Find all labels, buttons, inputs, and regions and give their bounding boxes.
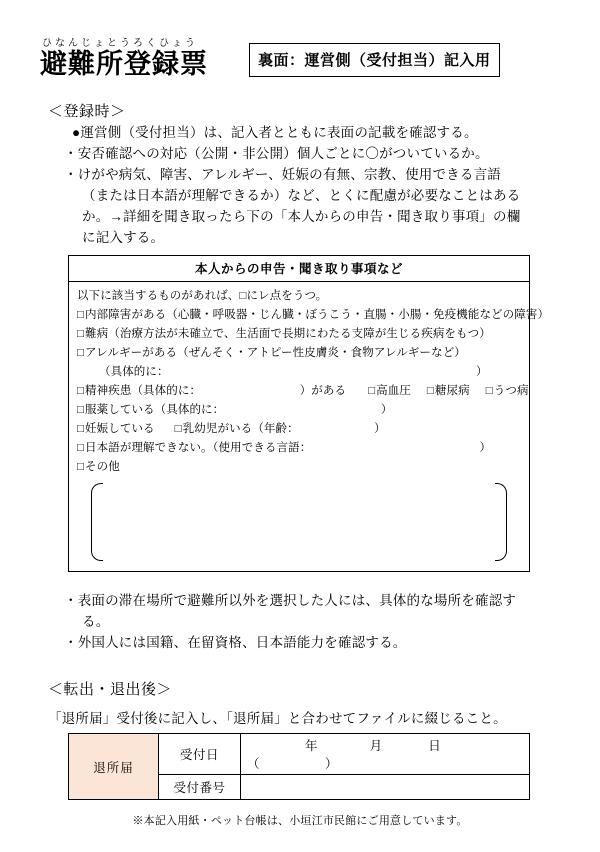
- departure-table-receipt-date-value[interactable]: [241, 734, 530, 775]
- checkbox-label-intractable-disease: 難病（治療方法が未確立で、生活面で長期にわたる支障が生じる疾病をもつ）: [85, 328, 491, 340]
- checkbox-hypertension[interactable]: [368, 385, 376, 397]
- departure-table-receipt-number-label: 受付番号: [159, 775, 241, 800]
- departure-table-receipt-number-value[interactable]: [241, 775, 530, 800]
- allergy-detail-line[interactable]: （具体的に： ）: [99, 366, 488, 378]
- section1-line-4: （または日本語が理解できるか）など、とくに配慮が必要なことはある: [82, 188, 521, 203]
- checkbox-mental-illness[interactable]: [77, 385, 85, 397]
- checkbox-label-medication: 服薬している（具体的に： ）: [85, 404, 393, 416]
- checkbox-label-infant: 乳幼児がいる（年齢： ）: [182, 423, 386, 435]
- checkbox-internal-disability[interactable]: [77, 309, 85, 321]
- checkbox-intractable-disease[interactable]: [77, 328, 85, 340]
- header-side-note: 裏面：運営側（受付担当）記入用: [249, 43, 500, 77]
- checkbox-row-japanese[interactable]: [77, 439, 521, 458]
- title-block: [40, 38, 235, 80]
- checkbox-label-mental-illness: 精神疾患（具体的に： ）がある: [85, 385, 347, 397]
- date-month-label: 月: [369, 739, 383, 753]
- checkbox-row-intractable-disease[interactable]: [77, 325, 521, 344]
- checkbox-label-japanese-not-understood: 日本語が理解できない。（使用できる言語： ）: [85, 442, 492, 454]
- page-title: 避難所登録票: [40, 49, 208, 80]
- checkbox-label-allergy: アレルギーがある（ぜんそく・アトピー性皮膚炎・食物アレルギーなど）: [85, 347, 466, 359]
- checkbox-label-other: その他: [85, 461, 120, 473]
- checkbox-label-depression: うつ病: [493, 385, 529, 397]
- section1-line-3: ・けがや病気、障害、アレルギー、妊娠の有無、宗教、使用できる言語: [64, 167, 501, 182]
- checkbox-row-medication[interactable]: [77, 401, 521, 420]
- bracket-right: [495, 483, 507, 561]
- document-header: [40, 38, 560, 80]
- checkbox-label-pregnancy: 妊娠している: [85, 423, 155, 435]
- checkbox-japanese-not-understood[interactable]: [77, 442, 85, 454]
- section1-after-line-1: ・表面の滞在場所で避難所以外を選択した人には、具体的な場所を確認す: [64, 593, 517, 608]
- section1-after-line-2: る。: [82, 614, 110, 629]
- section-heading-after-departure: ＜転出・退出後＞: [48, 682, 173, 698]
- table-row: [69, 734, 530, 775]
- checkbox-row-other[interactable]: [77, 458, 521, 477]
- declaration-box-heading: 本人からの申告・聞き取り事項など: [69, 256, 529, 282]
- declaration-intro: 以下に該当するものがあれば、□にレ点をうつ。: [77, 290, 328, 302]
- checkbox-label-internal-disability: 内部障害がある（心臓・呼吸器・じん臓・ぼうこう・直腸・小腸・免疫機能などの障害）: [85, 309, 550, 321]
- checkbox-label-hypertension: 高血圧: [376, 385, 411, 397]
- bracket-left: [91, 483, 103, 561]
- date-year-label: 年: [305, 739, 319, 753]
- checkbox-diabetes[interactable]: [427, 385, 435, 397]
- section1-line-6: に記入する。: [82, 230, 165, 245]
- checkbox-row-internal-disability[interactable]: [77, 306, 550, 325]
- checkbox-allergy[interactable]: [77, 347, 85, 359]
- declaration-box: [68, 255, 550, 572]
- checkbox-depression[interactable]: [486, 385, 494, 397]
- section1-line-1: ●運営側（受付担当）は、記入者とともに表面の記載を確認する。: [72, 125, 478, 140]
- date-day-label: 日（ ）: [247, 739, 442, 771]
- footnote: ※本記入用紙・ペット台帳は、小垣江市民館にご用意しています。: [132, 815, 468, 827]
- section2-line: 「退所届」受付後に記入し、「退所届」と合わせてファイルに綴じること。: [48, 711, 507, 726]
- section1-line-2: ・安否確認への対応（公開・非公開）個人ごとに〇がついているか。: [64, 146, 489, 161]
- checkbox-infant[interactable]: [175, 423, 183, 435]
- free-text-area[interactable]: [91, 483, 507, 561]
- checkbox-label-diabetes: 糖尿病: [434, 385, 470, 397]
- section1-after-line-3: ・外国人には国籍、在留資格、日本語能力を確認する。: [64, 635, 407, 650]
- departure-table-label: 退所届: [69, 734, 159, 800]
- checkbox-row-pregnancy[interactable]: [77, 420, 521, 439]
- section-heading-registration: ＜登録時＞: [48, 104, 126, 120]
- departure-table-receipt-date-label: 受付日: [159, 734, 241, 775]
- title-furigana: ひなんじょとうろくひょう: [42, 38, 198, 49]
- checkbox-row-mental-illness[interactable]: [77, 382, 529, 401]
- declaration-box-body: [69, 282, 550, 571]
- section1-line-5: か。→詳細を聞き取ったら下の「本人からの申告・聞き取り事項」の欄: [82, 209, 521, 224]
- checkbox-medication[interactable]: [77, 404, 85, 416]
- departure-table: [68, 733, 530, 800]
- checkbox-pregnancy[interactable]: [77, 423, 85, 435]
- checkbox-other[interactable]: [77, 461, 85, 473]
- checkbox-row-allergy[interactable]: [77, 344, 521, 363]
